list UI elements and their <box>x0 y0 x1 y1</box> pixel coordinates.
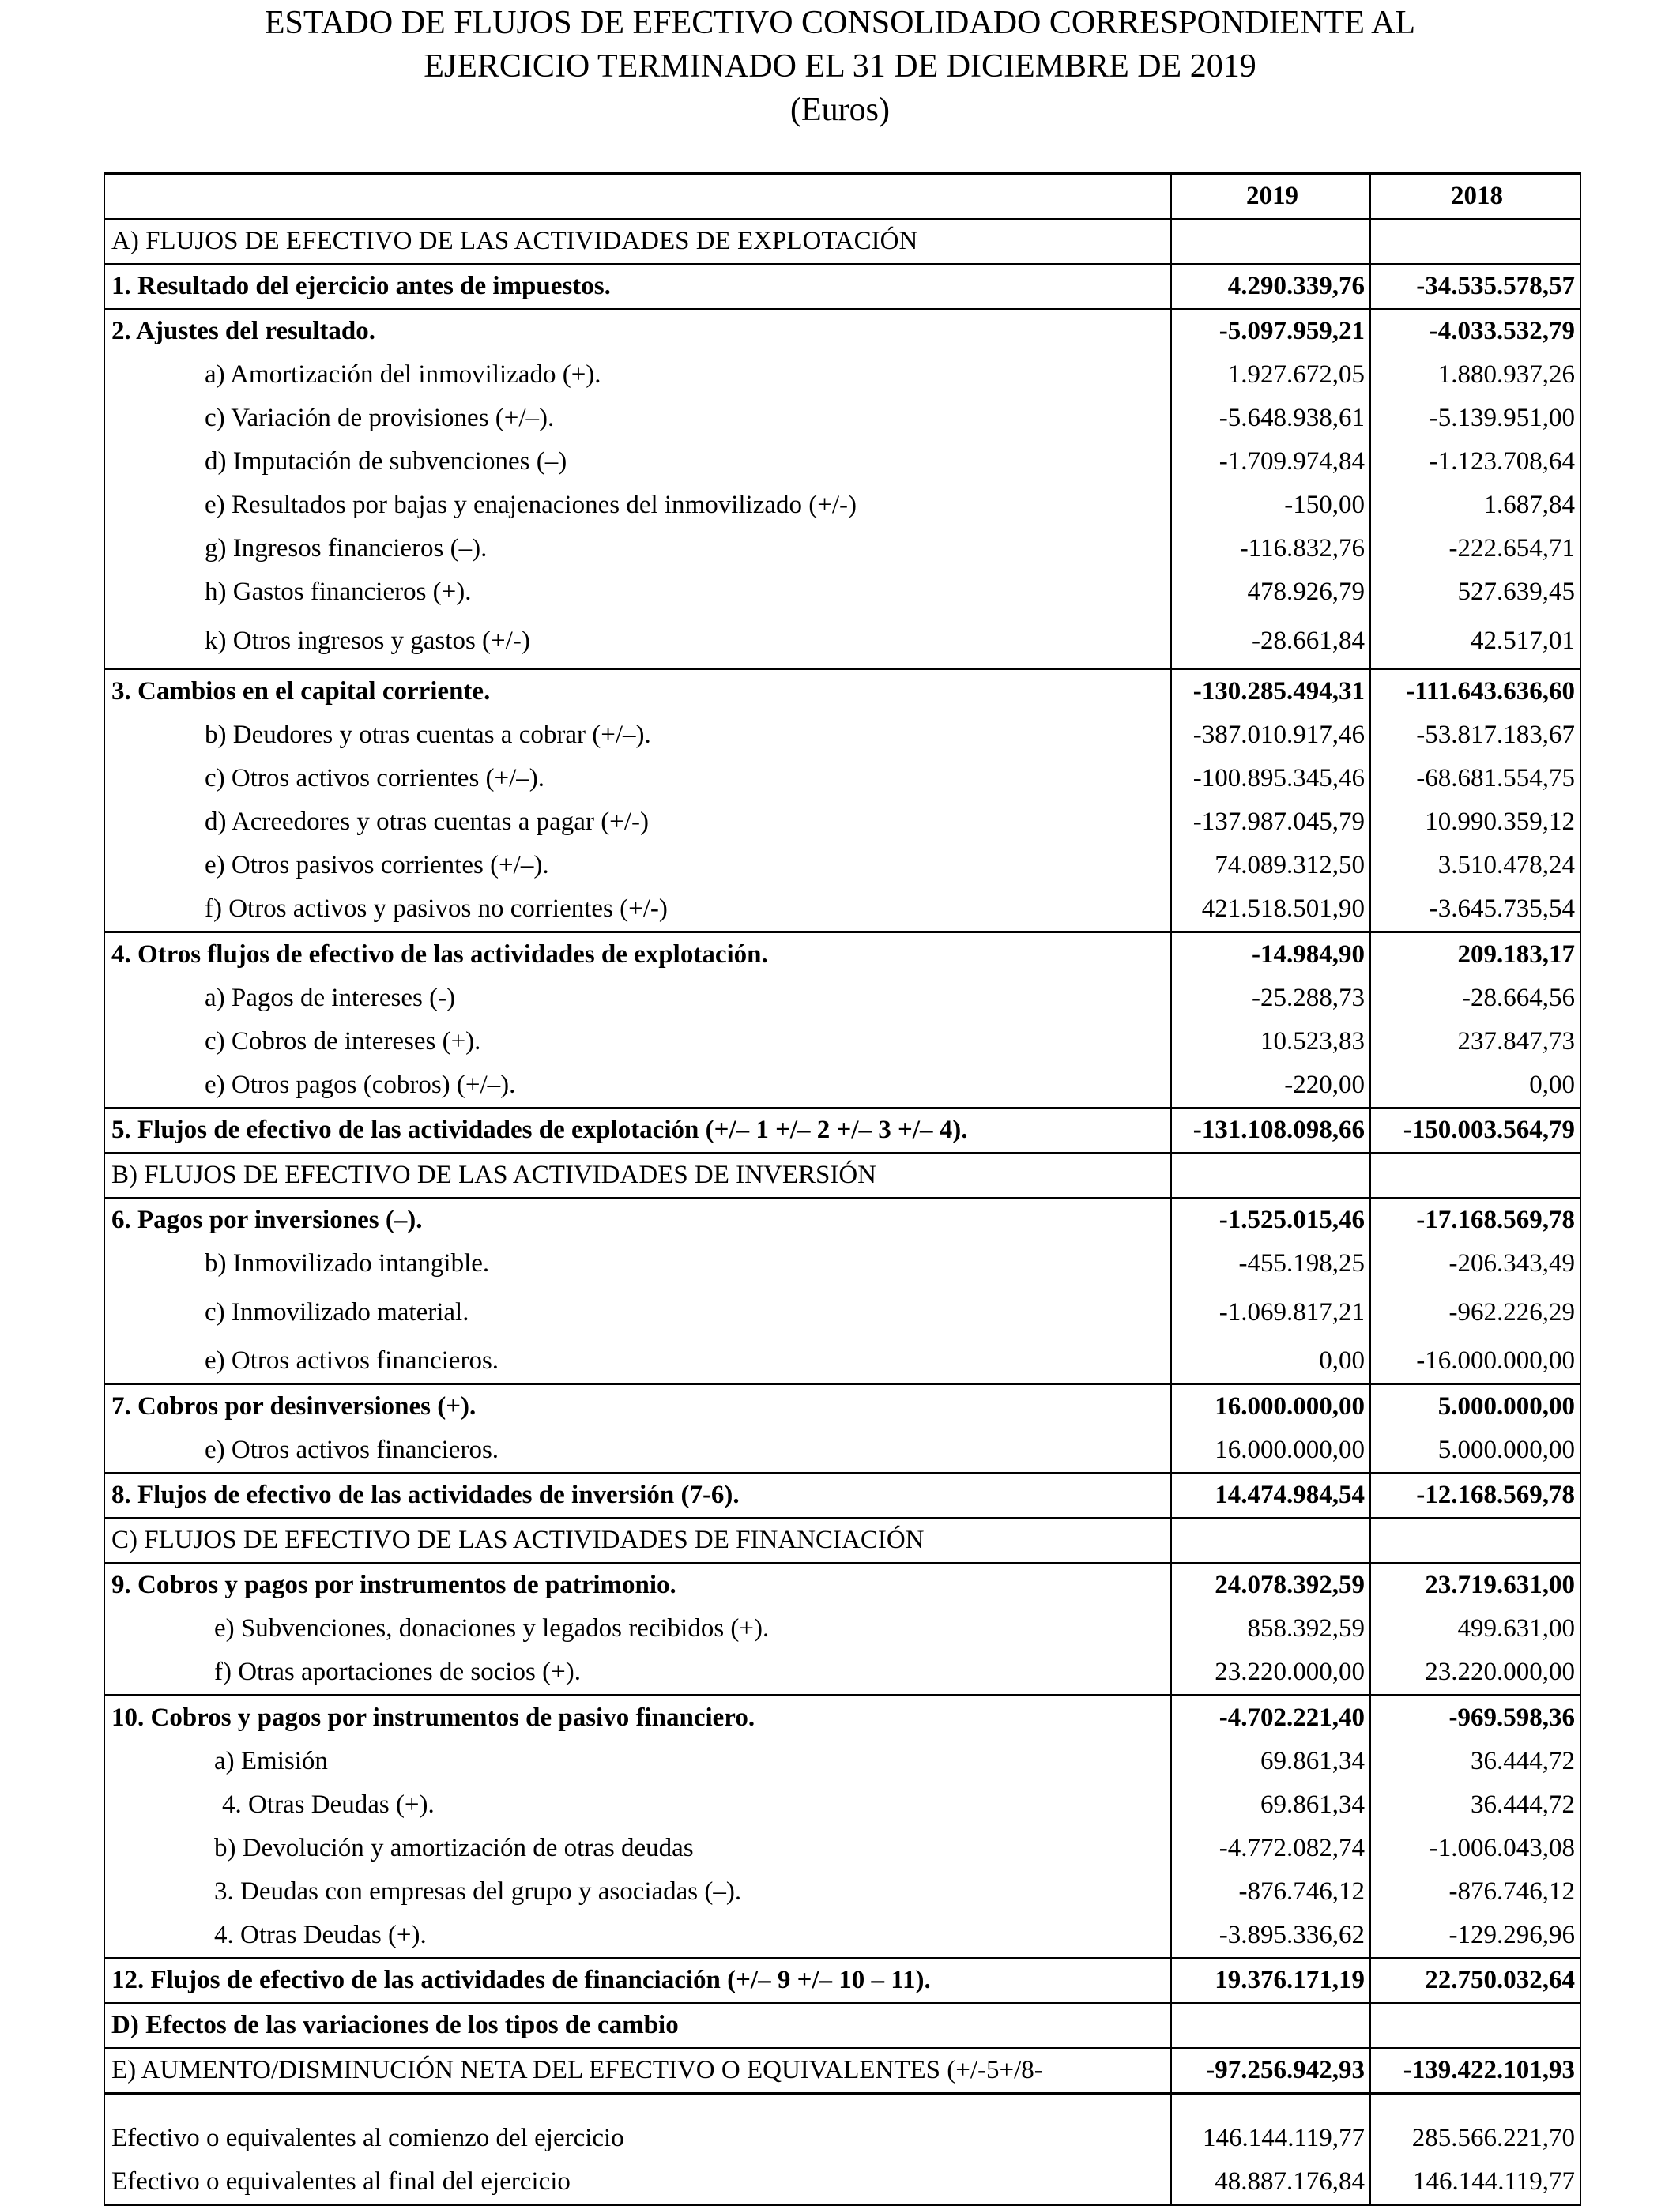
row-label: 12. Flujos de efectivo de las actividades de financiación (+/– 9 +/– 10 – 11). <box>104 1958 1171 2003</box>
value-2019 <box>1171 1518 1370 1563</box>
table-row <box>104 1242 1580 1286</box>
value-2018: -1.123.708,64 <box>1370 440 1580 484</box>
table-row <box>104 1783 1580 1827</box>
table-row <box>104 977 1580 1020</box>
header-2018: 2018 <box>1370 174 1580 220</box>
row-label: 4. Otras Deudas (+). <box>104 1783 1171 1827</box>
row-label: e) Otros activos financieros. <box>104 1339 1171 1384</box>
value-2019: -25.288,73 <box>1171 977 1370 1020</box>
value-2018: 42.517,01 <box>1370 614 1580 669</box>
value-2018: 1.880.937,26 <box>1370 353 1580 397</box>
spacer-cell <box>1370 2094 1580 2118</box>
row-label: e) Resultados por bajas y enajenaciones del inmovilizado (+/-) <box>104 484 1171 527</box>
value-2019: -131.108.098,66 <box>1171 1108 1370 1153</box>
value-2018: 0,00 <box>1370 1063 1580 1108</box>
value-2019: 19.376.171,19 <box>1171 1958 1370 2003</box>
value-2018: -150.003.564,79 <box>1370 1108 1580 1153</box>
row-label: E) AUMENTO/DISMINUCIÓN NETA DEL EFECTIVO O EQUIVALENTES (+/-5+/8- <box>104 2048 1171 2094</box>
value-2018: 22.750.032,64 <box>1370 1958 1580 2003</box>
value-2018 <box>1370 2003 1580 2048</box>
value-2019: -4.702.221,40 <box>1171 1696 1370 1741</box>
table-row <box>104 1914 1580 1958</box>
value-2019: -97.256.942,93 <box>1171 2048 1370 2094</box>
table-row <box>104 800 1580 844</box>
row-label: e) Otros activos financieros. <box>104 1429 1171 1473</box>
value-2018: 23.220.000,00 <box>1370 1651 1580 1696</box>
value-2018: 5.000.000,00 <box>1370 1384 1580 1429</box>
table-row <box>104 1651 1580 1696</box>
row-label: 4. Otros flujos de efectivo de las actividades de explotación. <box>104 932 1171 977</box>
value-2018: -34.535.578,57 <box>1370 264 1580 309</box>
net-change-row <box>104 2048 1580 2094</box>
row-label: c) Inmovilizado material. <box>104 1286 1171 1339</box>
row-label: 1. Resultado del ejercicio antes de impuestos. <box>104 264 1171 309</box>
row-label: 2. Ajustes del resultado. <box>104 309 1171 353</box>
row-label: 10. Cobros y pagos por instrumentos de pasivo financiero. <box>104 1696 1171 1741</box>
value-2018: -68.681.554,75 <box>1370 757 1580 800</box>
row-label: Efectivo o equivalentes al final del ejercicio <box>104 2160 1171 2205</box>
table-row <box>104 614 1580 669</box>
row-label: B) FLUJOS DE EFECTIVO DE LAS ACTIVIDADES DE INVERSIÓN <box>104 1153 1171 1198</box>
value-2019: -387.010.917,46 <box>1171 713 1370 757</box>
row-label: c) Otros activos corrientes (+/–). <box>104 757 1171 800</box>
title-line-3: (Euros) <box>790 92 890 128</box>
row-label: c) Variación de provisiones (+/–). <box>104 397 1171 440</box>
value-2018: -1.006.043,08 <box>1370 1827 1580 1870</box>
value-2018: -876.746,12 <box>1370 1870 1580 1914</box>
value-2019: 421.518.501,90 <box>1171 887 1370 932</box>
row-label: a) Amortización del inmovilizado (+). <box>104 353 1171 397</box>
row-label: d) Imputación de subvenciones (–) <box>104 440 1171 484</box>
row-label: 3. Cambios en el capital corriente. <box>104 669 1171 714</box>
row-label: e) Subvenciones, donaciones y legados recibidos (+). <box>104 1607 1171 1651</box>
header-row <box>104 174 1580 220</box>
row-label: 9. Cobros y pagos por instrumentos de patrimonio. <box>104 1563 1171 1607</box>
value-2019: 16.000.000,00 <box>1171 1429 1370 1473</box>
value-2018: 146.144.119,77 <box>1370 2160 1580 2205</box>
value-2018: 36.444,72 <box>1370 1740 1580 1783</box>
value-2018: -4.033.532,79 <box>1370 309 1580 353</box>
row-label: c) Cobros de intereses (+). <box>104 1020 1171 1063</box>
value-2019: 74.089.312,50 <box>1171 844 1370 887</box>
subtotal-row <box>104 669 1580 714</box>
table-row <box>104 1827 1580 1870</box>
value-2019 <box>1171 1153 1370 1198</box>
value-2018: -129.296,96 <box>1370 1914 1580 1958</box>
table-row <box>104 397 1580 440</box>
value-2018: -12.168.569,78 <box>1370 1473 1580 1518</box>
row-label: b) Deudores y otras cuentas a cobrar (+/–). <box>104 713 1171 757</box>
spacer-cell <box>1171 2094 1370 2118</box>
row-label: b) Devolución y amortización de otras deudas <box>104 1827 1171 1870</box>
row-label: D) Efectos de las variaciones de los tipos de cambio <box>104 2003 1171 2048</box>
header-blank <box>104 174 1171 220</box>
value-2018: -206.343,49 <box>1370 1242 1580 1286</box>
value-2019: 16.000.000,00 <box>1171 1384 1370 1429</box>
value-2019: -14.984,90 <box>1171 932 1370 977</box>
value-2018: 285.566.221,70 <box>1370 2117 1580 2160</box>
subtotal-row <box>104 932 1580 977</box>
value-2019: -130.285.494,31 <box>1171 669 1370 714</box>
total-row <box>104 1108 1580 1153</box>
row-label: Efectivo o equivalentes al comienzo del ejercicio <box>104 2117 1171 2160</box>
row-label: f) Otros activos y pasivos no corrientes (+/-) <box>104 887 1171 932</box>
value-2018 <box>1370 1518 1580 1563</box>
value-2019: 23.220.000,00 <box>1171 1651 1370 1696</box>
row-label: 6. Pagos por inversiones (–). <box>104 1198 1171 1242</box>
table-row <box>104 570 1580 614</box>
value-2018: -962.226,29 <box>1370 1286 1580 1339</box>
row-label: f) Otras aportaciones de socios (+). <box>104 1651 1171 1696</box>
value-2018: 5.000.000,00 <box>1370 1429 1580 1473</box>
value-2019: -100.895.345,46 <box>1171 757 1370 800</box>
table-row <box>104 1286 1580 1339</box>
subtotal-row <box>104 1563 1580 1607</box>
value-2018: -16.000.000,00 <box>1370 1339 1580 1384</box>
table-row <box>104 757 1580 800</box>
value-2019: 10.523,83 <box>1171 1020 1370 1063</box>
value-2018: -222.654,71 <box>1370 527 1580 570</box>
value-2018: -3.645.735,54 <box>1370 887 1580 932</box>
value-2019 <box>1171 2003 1370 2048</box>
value-2019: -116.832,76 <box>1171 527 1370 570</box>
table-row <box>104 1063 1580 1108</box>
row-label: a) Emisión <box>104 1740 1171 1783</box>
row-label: e) Otros pagos (cobros) (+/–). <box>104 1063 1171 1108</box>
spacer-row <box>104 2094 1580 2118</box>
section-row <box>104 2003 1580 2048</box>
value-2019: -876.746,12 <box>1171 1870 1370 1914</box>
table-row <box>104 484 1580 527</box>
value-2019: 48.887.176,84 <box>1171 2160 1370 2205</box>
value-2019: 14.474.984,54 <box>1171 1473 1370 1518</box>
table-row <box>104 440 1580 484</box>
value-2018: -111.643.636,60 <box>1370 669 1580 714</box>
spacer-cell <box>104 2094 1171 2118</box>
table-row <box>104 353 1580 397</box>
table-row <box>104 713 1580 757</box>
row-label: e) Otros pasivos corrientes (+/–). <box>104 844 1171 887</box>
value-2018: 1.687,84 <box>1370 484 1580 527</box>
value-2018: -969.598,36 <box>1370 1696 1580 1741</box>
subtotal-row <box>104 1198 1580 1242</box>
document-title <box>0 0 1680 132</box>
row-label: 8. Flujos de efectivo de las actividades de inversión (7-6). <box>104 1473 1171 1518</box>
total-row <box>104 1473 1580 1518</box>
value-2018 <box>1370 1153 1580 1198</box>
value-2019: -150,00 <box>1171 484 1370 527</box>
value-2018: -17.168.569,78 <box>1370 1198 1580 1242</box>
table-row <box>104 1339 1580 1384</box>
section-row <box>104 1153 1580 1198</box>
value-2018: 10.990.359,12 <box>1370 800 1580 844</box>
value-2018 <box>1370 219 1580 264</box>
row-label: 5. Flujos de efectivo de las actividades de explotación (+/– 1 +/– 2 +/– 3 +/– 4). <box>104 1108 1171 1153</box>
row-label: a) Pagos de intereses (-) <box>104 977 1171 1020</box>
total-row <box>104 1958 1580 2003</box>
table-row <box>104 2160 1580 2205</box>
subtotal-row <box>104 1384 1580 1429</box>
value-2018: 23.719.631,00 <box>1370 1563 1580 1607</box>
value-2018: -28.664,56 <box>1370 977 1580 1020</box>
subtotal-row <box>104 264 1580 309</box>
value-2018: -5.139.951,00 <box>1370 397 1580 440</box>
subtotal-row <box>104 309 1580 353</box>
value-2019: -455.198,25 <box>1171 1242 1370 1286</box>
value-2019: -5.648.938,61 <box>1171 397 1370 440</box>
section-row <box>104 1518 1580 1563</box>
value-2019 <box>1171 219 1370 264</box>
value-2018: -139.422.101,93 <box>1370 2048 1580 2094</box>
row-label: 3. Deudas con empresas del grupo y asociadas (–). <box>104 1870 1171 1914</box>
value-2018: 499.631,00 <box>1370 1607 1580 1651</box>
value-2019: 1.927.672,05 <box>1171 353 1370 397</box>
value-2019: -3.895.336,62 <box>1171 1914 1370 1958</box>
value-2018: 3.510.478,24 <box>1370 844 1580 887</box>
value-2018: 527.639,45 <box>1370 570 1580 614</box>
value-2018: 36.444,72 <box>1370 1783 1580 1827</box>
value-2019: -137.987.045,79 <box>1171 800 1370 844</box>
table-row <box>104 1740 1580 1783</box>
subtotal-row <box>104 1696 1580 1741</box>
table-row <box>104 887 1580 932</box>
row-label: k) Otros ingresos y gastos (+/-) <box>104 614 1171 669</box>
row-label: b) Inmovilizado intangible. <box>104 1242 1171 1286</box>
value-2018: 237.847,73 <box>1370 1020 1580 1063</box>
value-2019: 4.290.339,76 <box>1171 264 1370 309</box>
value-2019: -1.069.817,21 <box>1171 1286 1370 1339</box>
value-2019: -1.709.974,84 <box>1171 440 1370 484</box>
value-2019: 69.861,34 <box>1171 1740 1370 1783</box>
title-line-2: EJERCICIO TERMINADO EL 31 DE DICIEMBRE DE 2019 <box>424 48 1256 85</box>
row-label: 4. Otras Deudas (+). <box>104 1914 1171 1958</box>
cash-flow-table <box>104 172 1581 2206</box>
value-2019: -5.097.959,21 <box>1171 309 1370 353</box>
table-row <box>104 1429 1580 1473</box>
title-line-1: ESTADO DE FLUJOS DE EFECTIVO CONSOLIDADO CORRESPONDIENTE AL <box>264 5 1416 41</box>
table-row <box>104 1870 1580 1914</box>
value-2018: -53.817.183,67 <box>1370 713 1580 757</box>
value-2019: 0,00 <box>1171 1339 1370 1384</box>
table-row <box>104 1020 1580 1063</box>
value-2019: -28.661,84 <box>1171 614 1370 669</box>
section-row <box>104 219 1580 264</box>
table-row <box>104 2117 1580 2160</box>
value-2019: 858.392,59 <box>1171 1607 1370 1651</box>
header-2019: 2019 <box>1171 174 1370 220</box>
table-row <box>104 844 1580 887</box>
value-2019: -4.772.082,74 <box>1171 1827 1370 1870</box>
value-2019: -1.525.015,46 <box>1171 1198 1370 1242</box>
value-2018: 209.183,17 <box>1370 932 1580 977</box>
value-2019: 69.861,34 <box>1171 1783 1370 1827</box>
row-label: g) Ingresos financieros (–). <box>104 527 1171 570</box>
row-label: d) Acreedores y otras cuentas a pagar (+/-) <box>104 800 1171 844</box>
value-2019: 24.078.392,59 <box>1171 1563 1370 1607</box>
value-2019: -220,00 <box>1171 1063 1370 1108</box>
row-label: A) FLUJOS DE EFECTIVO DE LAS ACTIVIDADES DE EXPLOTACIÓN <box>104 219 1171 264</box>
table-row <box>104 527 1580 570</box>
row-label: 7. Cobros por desinversiones (+). <box>104 1384 1171 1429</box>
table-row <box>104 1607 1580 1651</box>
value-2019: 146.144.119,77 <box>1171 2117 1370 2160</box>
row-label: h) Gastos financieros (+). <box>104 570 1171 614</box>
value-2019: 478.926,79 <box>1171 570 1370 614</box>
row-label: C) FLUJOS DE EFECTIVO DE LAS ACTIVIDADES DE FINANCIACIÓN <box>104 1518 1171 1563</box>
